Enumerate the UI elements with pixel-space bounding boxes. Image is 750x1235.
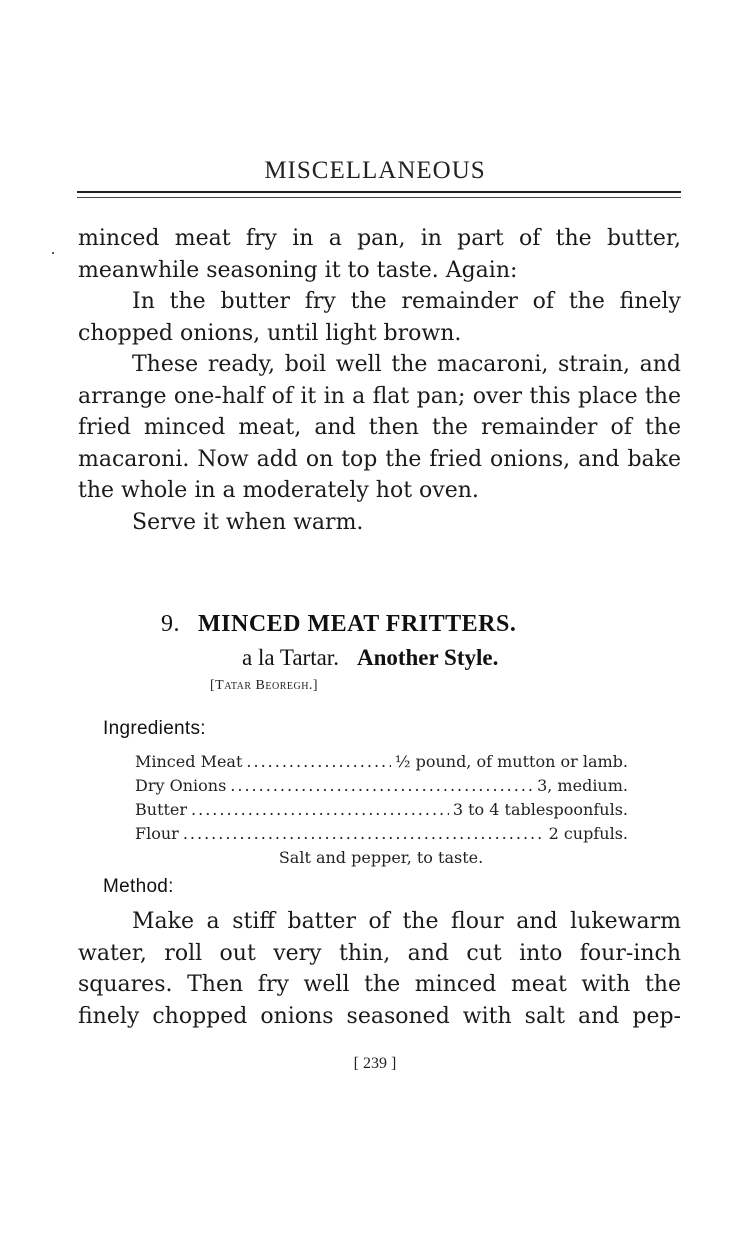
ingredient-row — [135, 752, 628, 771]
running-header: MISCELLANEOUS — [264, 157, 486, 184]
paragraph-assemble: These ready, boil well the macaroni, strain, and arrange one-half of it in a flat pan; over this place the fried minced meat, and then the remainder of the macaroni. Now add on top the fried onions, and bake the whole in a moderately hot oven. — [78, 352, 681, 503]
ingredient-amount: ½ pound, of mutton or lamb. — [394, 752, 628, 771]
native-name: [Tatar Beoregh.] — [210, 678, 319, 693]
ingredient-name: Butter — [135, 800, 188, 819]
method-heading: Method: — [103, 876, 174, 897]
ingredient-amount: 3, medium. — [537, 776, 628, 795]
margin-speck — [52, 252, 54, 254]
continuation-text — [78, 223, 681, 538]
ingredient-amount: 3 to 4 tablespoonfuls. — [452, 800, 628, 819]
ingredient-amount: 2 cupfuls. — [548, 824, 628, 843]
ingredient-name: Dry Onions — [135, 776, 227, 795]
dot-leader — [183, 824, 545, 843]
method-paragraph: Make a stiff batter of the flour and lukewarm water, roll out very thin, and cut into four-inch squares. Then fry well the minced meat with the finely chopped onions seasoned with salt and pep- — [78, 909, 681, 1029]
ingredient-name: Flour — [135, 824, 179, 843]
paragraph-continued: minced meat fry in a pan, in part of the butter, meanwhile seasoning it to taste. Again: — [78, 226, 681, 283]
ingredient-row — [135, 800, 628, 819]
ingredients-heading: Ingredients: — [103, 718, 206, 739]
dot-leader — [191, 800, 449, 819]
recipe-title — [161, 611, 516, 638]
recipe-number: 9. — [161, 611, 180, 637]
page-number: [ 239 ] — [353, 1055, 397, 1072]
method-text-block — [78, 906, 681, 1032]
dot-leader — [246, 752, 391, 771]
subtitle-style: a la Tartar. — [242, 645, 339, 670]
recipe-name: MINCED MEAT FRITTERS. — [198, 611, 517, 637]
header-rule-bottom — [77, 197, 681, 198]
recipe-subtitle — [242, 645, 498, 671]
subtitle-variant: Another Style. — [356, 645, 499, 670]
ingredient-row — [135, 776, 628, 795]
seasoning-note: Salt and pepper, to taste. — [278, 848, 484, 867]
paragraph-serve: Serve it when warm. — [132, 509, 364, 535]
header-rule-top — [77, 191, 681, 193]
ingredient-name: Minced Meat — [135, 752, 243, 771]
ingredient-row — [135, 824, 628, 843]
paragraph-fry-onions: In the butter fry the remainder of the finely chopped onions, until light brown. — [78, 289, 681, 346]
dot-leader — [230, 776, 533, 795]
